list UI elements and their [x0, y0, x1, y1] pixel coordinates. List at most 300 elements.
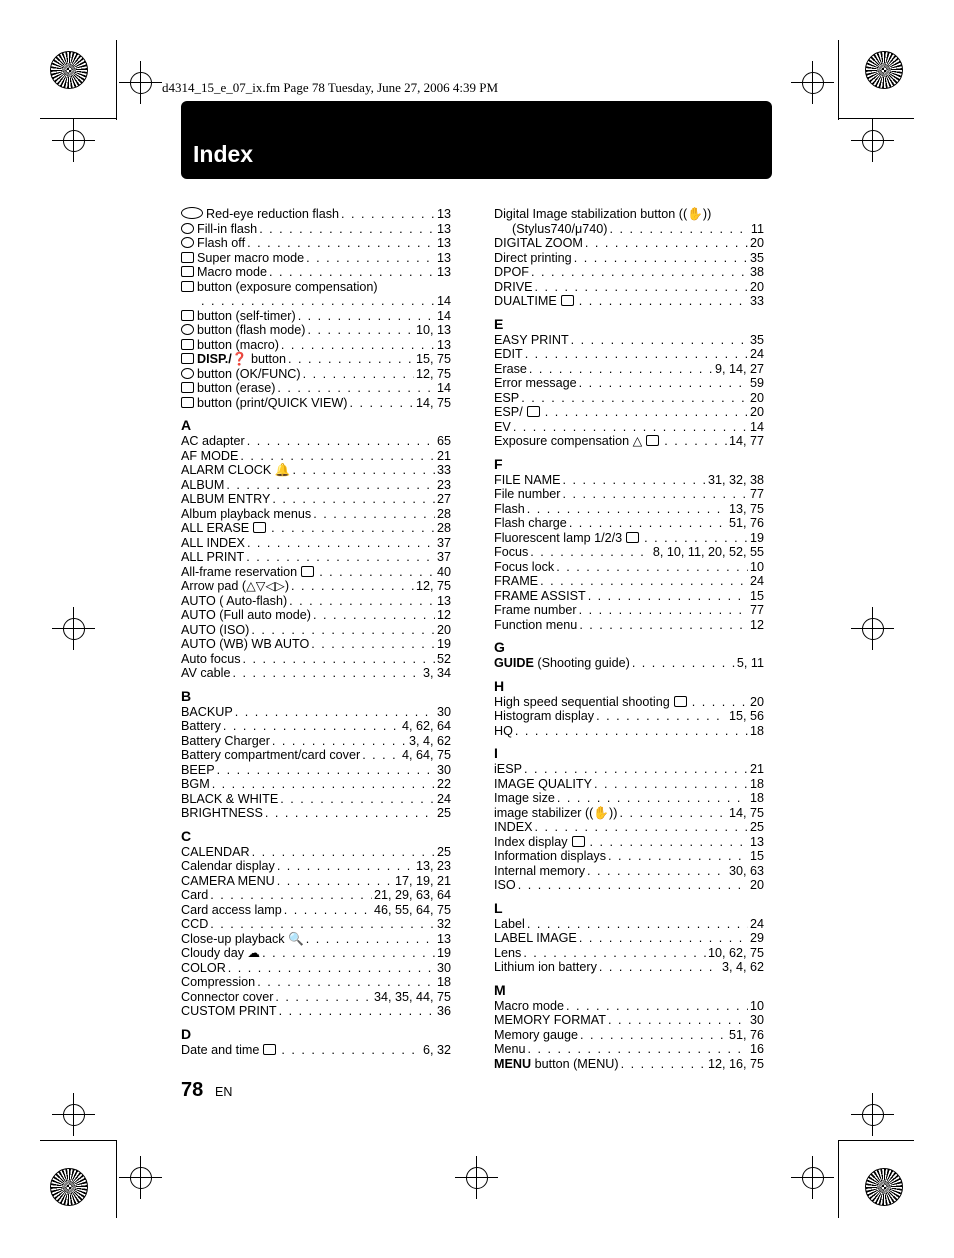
leader-dots	[247, 536, 435, 551]
index-entry	[181, 946, 451, 961]
leader-dots	[257, 975, 435, 990]
registration-target-icon	[802, 1167, 824, 1189]
entry-term: Red-eye reduction flash	[206, 207, 340, 221]
entry-term: Image size	[494, 791, 555, 805]
entry-term: CUSTOM PRINT	[181, 1004, 277, 1018]
index-entry	[181, 1004, 451, 1019]
entry-term: Focus lock	[494, 559, 555, 574]
entry-term: Information displays	[494, 849, 606, 863]
entry-term: COLOR	[181, 960, 226, 975]
index-entry	[494, 265, 764, 280]
leader-dots	[271, 521, 435, 536]
entry-term: AF MODE	[181, 448, 239, 463]
fluorescent-icon	[626, 532, 639, 543]
entry-term: button	[250, 352, 286, 366]
index-entry	[494, 1028, 764, 1043]
entry-term: CALENDAR	[181, 844, 250, 859]
index-entry	[181, 507, 451, 522]
entry-pages: 21	[436, 448, 451, 463]
index-entry	[181, 222, 451, 237]
entry-pages: 4, 64, 75	[401, 748, 451, 762]
leader-dots	[292, 463, 435, 478]
index-entry	[494, 545, 764, 560]
entry-pages: 33	[436, 463, 451, 477]
index-entry	[494, 251, 764, 266]
entry-term: DRIVE	[494, 279, 533, 294]
index-entry	[181, 637, 451, 652]
entry-term: AUTO (WB) WB AUTO	[181, 637, 310, 651]
entry-pages: 4, 62, 64	[401, 719, 451, 733]
entry-term: DUALTIME	[494, 294, 557, 308]
entry-term: Function menu	[494, 617, 578, 632]
index-entry	[181, 309, 451, 324]
entry-pages: 25	[749, 820, 764, 834]
entry-term: button (macro)	[197, 337, 279, 352]
entry-pages: 40	[436, 564, 451, 579]
leader-dots	[259, 222, 435, 237]
index-entry	[494, 487, 764, 502]
leader-dots	[579, 618, 748, 633]
entry-term: Focus	[494, 545, 529, 559]
index-entry	[181, 623, 451, 638]
leader-dots	[579, 931, 748, 946]
leader-dots	[588, 589, 748, 604]
macro-button-icon	[181, 339, 194, 350]
entry-term: BGM	[181, 777, 210, 791]
entry-term: Flash	[494, 501, 525, 516]
entry-term: image stabilizer ((✋))	[494, 805, 618, 820]
leader-dots	[313, 507, 435, 522]
leader-dots	[272, 492, 435, 507]
entry-term: Auto focus	[181, 651, 241, 666]
entry-term: CCD	[181, 917, 209, 931]
index-entry	[494, 391, 764, 406]
index-entry	[494, 946, 764, 961]
leader-dots	[308, 323, 414, 338]
index-entry	[181, 608, 451, 623]
entry-pages: 35	[749, 250, 764, 265]
leader-dots	[579, 376, 748, 391]
section-letter: D	[181, 1025, 192, 1042]
entry-term: ALL PRINT	[181, 550, 245, 564]
entry-pages: 30	[436, 704, 451, 719]
entry-pages: 14	[436, 308, 451, 323]
index-entry	[181, 874, 451, 889]
entry-pages: 10, 13	[415, 323, 451, 337]
entry-term: Label	[494, 916, 525, 931]
language-code: EN	[215, 1085, 233, 1099]
index-entry	[494, 236, 764, 251]
page-number: 78	[181, 1079, 204, 1101]
entry-term: Index display	[494, 834, 568, 849]
entry-pages: 15, 75	[415, 352, 451, 366]
entry-pages: 59	[749, 376, 764, 390]
entry-pages: 13, 75	[728, 501, 764, 516]
entry-term: CAMERA MENU	[181, 873, 275, 888]
entry-pages: 19	[436, 946, 451, 960]
entry-pages: 23	[436, 477, 451, 492]
title-bar	[181, 101, 772, 179]
entry-pages: 20	[749, 279, 764, 294]
entry-pages: 36	[436, 1004, 451, 1018]
entry-term: Flash charge	[494, 516, 567, 530]
leader-dots	[528, 1042, 748, 1057]
leader-dots	[563, 487, 748, 502]
index-entry	[494, 376, 764, 391]
index-entry	[494, 695, 764, 710]
leader-dots	[210, 888, 372, 903]
entry-term: Arrow pad (△▽◁▷)	[181, 579, 290, 593]
entry-term: AC adapter	[181, 434, 245, 448]
eye-icon	[181, 207, 203, 219]
entry-pages: 25	[436, 844, 451, 859]
entry-pages: 10	[749, 998, 764, 1013]
leader-dots	[594, 777, 748, 792]
index-entry	[181, 1043, 451, 1058]
registration-rose-icon	[865, 1168, 903, 1206]
erase-icon	[181, 382, 194, 393]
index-entry	[494, 574, 764, 589]
entry-term: button (exposure compensation)	[197, 279, 378, 294]
entry-pages: 24	[749, 916, 764, 931]
index-entry	[494, 762, 764, 777]
leader-dots	[513, 420, 748, 435]
index-entry	[181, 579, 451, 594]
entry-pages: 3, 4, 62	[721, 960, 764, 974]
entry-pages: 18	[749, 791, 764, 805]
index-entry	[494, 835, 764, 850]
leader-dots	[246, 550, 435, 565]
entry-pages: 13	[436, 236, 451, 250]
entry-pages: 37	[436, 550, 451, 564]
index-entry	[181, 338, 451, 353]
entry-pages: 16	[749, 1042, 764, 1056]
leader-dots	[579, 603, 748, 618]
index-entry	[494, 806, 764, 821]
registration-target-icon	[466, 1167, 488, 1189]
entry-term: ALL INDEX	[181, 535, 245, 550]
leader-dots	[277, 874, 393, 889]
entry-pages: 35	[749, 332, 764, 347]
file-header: d4314_15_e_07_ix.fm Page 78 Tuesday, June 27, 2006 4:39 PM	[162, 80, 499, 95]
leader-dots	[596, 709, 727, 724]
index-entry	[181, 381, 451, 396]
leader-dots	[313, 608, 435, 623]
entry-pages: 14	[436, 381, 451, 395]
entry-pages: 11	[750, 221, 764, 236]
leader-dots	[580, 1028, 727, 1043]
entry-pages: 14	[749, 419, 764, 434]
entry-term: ESP/	[494, 405, 523, 419]
leader-dots	[599, 960, 720, 975]
entry-term: Memory gauge	[494, 1027, 578, 1042]
leader-dots	[228, 961, 435, 976]
leader-dots	[275, 990, 372, 1005]
leader-dots	[574, 251, 748, 266]
index-entry	[494, 502, 764, 517]
leader-dots	[243, 652, 435, 667]
index-entry	[181, 917, 451, 932]
entry-pages: 15, 56	[728, 709, 764, 723]
entry-pages: 51, 76	[728, 1027, 764, 1042]
entry-pages: 25	[436, 806, 451, 820]
index-entry	[181, 280, 451, 295]
entry-term: Close-up playback 🔍	[181, 931, 304, 946]
index-entry	[494, 603, 764, 618]
section-letter: A	[181, 417, 192, 433]
crop-mark	[116, 1140, 117, 1218]
index-entry	[181, 961, 451, 976]
entry-term: Direct printing	[494, 250, 572, 265]
leader-dots	[279, 1004, 435, 1019]
leader-dots	[349, 396, 414, 411]
entry-pages: 10	[749, 559, 764, 574]
leader-dots	[291, 579, 414, 594]
leader-dots	[515, 724, 748, 739]
registration-target-icon	[862, 1104, 884, 1126]
entry-term: Battery Charger	[181, 733, 270, 748]
entry-pages: 3, 34	[422, 666, 451, 680]
entry-pages: 13	[436, 250, 451, 265]
index-entry	[181, 521, 451, 536]
index-entry	[181, 806, 451, 821]
all-erase-icon	[253, 522, 266, 533]
leader-dots	[235, 705, 435, 720]
leader-dots	[269, 265, 435, 280]
leader-dots	[664, 434, 727, 449]
registration-target-icon	[130, 72, 152, 94]
index-entry	[181, 990, 451, 1005]
index-entry	[494, 777, 764, 792]
entry-term: EDIT	[494, 347, 523, 361]
index-entry	[181, 352, 451, 367]
entry-pages: 52	[436, 651, 451, 666]
exposure-comp-icon	[646, 435, 659, 446]
entry-term: DIGITAL ZOOM	[494, 236, 583, 250]
index-entry	[181, 265, 451, 280]
leader-dots	[280, 792, 435, 807]
entry-pages: 19	[436, 637, 451, 651]
flash-icon	[181, 223, 194, 234]
registration-rose-icon	[50, 51, 88, 89]
entry-pages: 20	[749, 405, 764, 419]
all-frame-icon	[301, 566, 314, 577]
entry-pages: 77	[749, 603, 764, 617]
leader-dots	[281, 1043, 421, 1058]
leader-dots	[608, 849, 748, 864]
entry-term: HQ	[494, 723, 513, 738]
entry-term: ISO	[494, 878, 516, 892]
entry-pages: 10, 62, 75	[707, 945, 764, 960]
flash-off-icon	[181, 237, 194, 248]
entry-pages: 12, 75	[415, 579, 451, 593]
entry-term: Frame number	[494, 603, 577, 617]
section-letter: H	[494, 677, 505, 694]
entry-term: ALL ERASE	[181, 521, 250, 535]
index-entry	[181, 903, 451, 918]
index-entry	[494, 724, 764, 739]
entry-term: BACKUP	[181, 704, 233, 719]
leader-dots	[644, 531, 748, 546]
entry-pages: 13	[436, 265, 451, 279]
crop-mark	[116, 40, 117, 120]
entry-pages: 30	[436, 762, 451, 777]
index-entry	[181, 463, 451, 478]
entry-term: DPOF	[494, 265, 529, 279]
entry-term: BEEP	[181, 762, 215, 777]
index-entry	[181, 763, 451, 778]
index-entry	[181, 251, 451, 266]
index-entry	[494, 864, 764, 879]
index-entry	[494, 1013, 764, 1028]
entry-pages: 12, 75	[415, 366, 451, 381]
leader-dots	[590, 835, 748, 850]
entry-pages: 12	[436, 608, 451, 622]
entry-term: BRIGHTNESS	[181, 806, 263, 820]
leader-dots	[265, 806, 435, 821]
self-timer-icon	[181, 310, 194, 321]
disp-icon	[181, 353, 194, 364]
entry-pages: 21, 29, 63, 64	[373, 888, 451, 902]
entry-term: FILE NAME	[494, 472, 561, 487]
entry-term: button (print/QUICK VIEW)	[197, 395, 348, 410]
leader-dots	[284, 903, 372, 918]
entry-pages: 22	[436, 777, 451, 791]
entry-term: High speed sequential shooting	[494, 694, 670, 709]
leader-dots	[585, 236, 748, 251]
entry-pages: 24	[436, 791, 451, 806]
entry-term: Macro mode	[494, 998, 564, 1013]
entry-pages: 24	[749, 574, 764, 588]
entry-term: ESP	[494, 390, 520, 405]
super-macro-icon	[181, 252, 194, 263]
index-entry	[494, 931, 764, 946]
index-entry	[494, 560, 764, 575]
entry-term: (Stylus740/μ740)	[512, 221, 608, 236]
index-entry	[494, 222, 764, 237]
entry-pages: 28	[436, 506, 451, 521]
leader-dots	[281, 338, 435, 353]
leader-dots	[692, 695, 748, 710]
flash-mode-icon	[181, 324, 194, 335]
leader-dots	[306, 251, 435, 266]
leader-dots	[571, 333, 748, 348]
index-entry	[181, 536, 451, 551]
entry-term: Error message	[494, 376, 577, 390]
macro-icon	[181, 266, 194, 277]
index-entry	[181, 705, 451, 720]
crop-mark	[40, 118, 116, 119]
index-entry	[494, 294, 764, 309]
index-icon	[572, 836, 585, 847]
leader-dots	[277, 381, 435, 396]
entry-pages: 15	[749, 588, 764, 603]
section-letter: B	[181, 687, 192, 704]
leader-dots	[247, 236, 435, 251]
index-entry	[181, 236, 451, 251]
index-entry	[494, 347, 764, 362]
entry-term: All-frame reservation	[181, 564, 298, 579]
index-entry	[181, 492, 451, 507]
entry-pages: 20	[749, 236, 764, 250]
key-label: DISP./❓	[197, 352, 248, 366]
registration-target-icon	[63, 130, 85, 152]
registration-target-icon	[63, 618, 85, 640]
leader-dots	[529, 362, 713, 377]
index-entry	[494, 280, 764, 295]
leader-dots	[319, 565, 435, 580]
exposure-comp-icon	[181, 281, 194, 292]
print-icon	[181, 397, 194, 408]
index-column-right	[494, 207, 764, 1071]
crop-mark	[838, 40, 839, 120]
spot-icon	[527, 406, 540, 417]
entry-term: FRAME	[494, 574, 539, 588]
registration-target-icon	[63, 1104, 85, 1126]
index-entry	[494, 999, 764, 1014]
entry-pages: 29	[749, 931, 764, 945]
entry-pages: 13	[749, 834, 764, 849]
entry-pages: 37	[436, 535, 451, 550]
entry-term: EV	[494, 419, 511, 434]
entry-term: Connector cover	[181, 989, 274, 1004]
entry-pages: 14, 75	[415, 395, 451, 410]
leader-dots	[262, 946, 435, 961]
leader-dots	[587, 864, 727, 879]
leader-dots	[303, 367, 414, 382]
section-letter: L	[494, 899, 503, 916]
entry-pages: 13	[436, 207, 451, 221]
leader-dots	[608, 1013, 748, 1028]
index-entry	[494, 405, 764, 420]
burst-icon	[674, 696, 687, 707]
entry-pages: 14, 75	[728, 805, 764, 820]
leader-dots	[252, 845, 435, 860]
entry-term: Internal memory	[494, 863, 585, 878]
entry-term: Digital Image stabilization button ((✋))	[494, 207, 712, 221]
entry-term: button (MENU)	[534, 1056, 619, 1071]
leader-dots	[210, 917, 435, 932]
crop-mark	[40, 1140, 116, 1141]
leader-dots	[341, 207, 435, 222]
entry-pages: 12, 16, 75	[707, 1056, 764, 1071]
entry-term: Histogram display	[494, 709, 595, 723]
entry-term: Compression	[181, 975, 256, 989]
entry-term: Erase	[494, 361, 527, 376]
leader-dots	[289, 594, 435, 609]
entry-term: Cloudy day ☁	[181, 946, 261, 960]
index-entry	[181, 845, 451, 860]
key-label: MENU	[494, 1056, 532, 1071]
index-entry	[494, 849, 764, 864]
leader-dots	[545, 405, 748, 420]
entry-term: button (erase)	[197, 381, 276, 395]
entry-pages: 9, 14, 27	[714, 361, 764, 376]
entry-term: AUTO (ISO)	[181, 622, 250, 637]
entry-term: File number	[494, 487, 561, 501]
index-entry	[494, 820, 764, 835]
entry-term: INDEX	[494, 820, 533, 834]
leader-dots	[531, 265, 748, 280]
key-label: GUIDE	[494, 656, 534, 670]
index-entry	[181, 434, 451, 449]
entry-term: Macro mode	[197, 265, 267, 279]
index-column-left	[181, 207, 451, 1057]
registration-target-icon	[862, 618, 884, 640]
entry-term: EASY PRINT	[494, 332, 569, 347]
entry-term: FRAME ASSIST	[494, 588, 586, 603]
entry-term: iESP	[494, 762, 522, 776]
